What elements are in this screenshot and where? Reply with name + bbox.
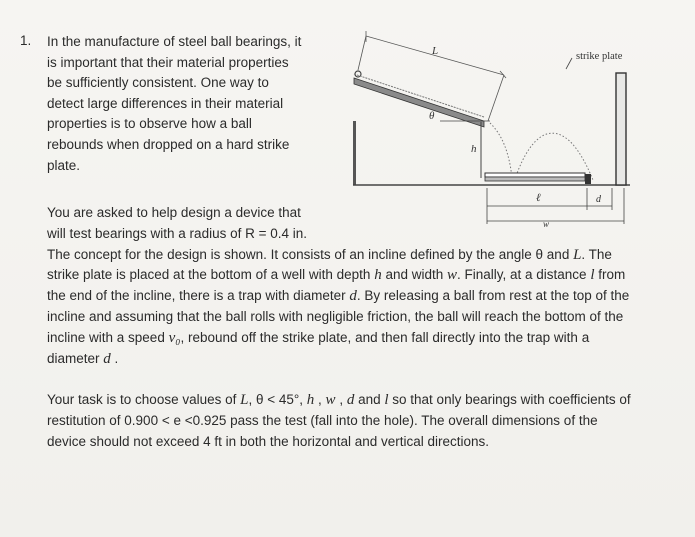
- intro-line: be sufficiently consistent. One way to: [47, 75, 269, 91]
- label-w: w: [543, 219, 550, 228]
- label-l: ℓ: [536, 192, 541, 204]
- text-line: You are asked to help design a device that: [47, 205, 301, 220]
- variable-L: L: [240, 392, 249, 408]
- text-run: the end of the incline, there is a trap with diameter: [47, 288, 350, 304]
- well-floor: [485, 173, 585, 177]
- intro-line: In the manufacture of steel ball bearings, it: [47, 34, 302, 49]
- text-run: . By releasing a ball from rest at the top of the: [356, 288, 630, 304]
- problem-number: 1.: [20, 33, 32, 48]
- trajectory-arc: [490, 123, 512, 178]
- text-run: The concept for the design is shown. It consists of an incline defined by the angle θ and: [47, 246, 574, 262]
- text-run: . The: [581, 246, 612, 262]
- variable-d: d: [349, 288, 357, 305]
- extension-line: [358, 36, 366, 70]
- text-line: device should not exceed 4 ft in both the horizontal and vertical directions.: [47, 433, 490, 449]
- text-line: [47, 245, 677, 266]
- text-run: from: [594, 267, 626, 283]
- text-run: , θ < 45°,: [248, 392, 307, 407]
- intro-line: detect large differences in their material: [47, 95, 284, 111]
- device-base: [353, 121, 356, 185]
- variable-w: w: [325, 392, 336, 408]
- variable-l: l: [590, 267, 595, 284]
- text-line: [47, 390, 677, 411]
- intro-line: plate.: [47, 157, 81, 173]
- variable-v0: v₀: [168, 329, 181, 346]
- text-run: . Finally, at a distance: [457, 267, 591, 283]
- text-line: [47, 328, 677, 349]
- text-run: ,: [314, 392, 326, 407]
- variable-w: w: [446, 267, 457, 284]
- label-L: L: [432, 45, 439, 57]
- variable-h: h: [374, 267, 382, 284]
- text-run: diameter: [47, 350, 104, 366]
- intro-line: is important that their material properties: [47, 54, 289, 70]
- label-h: h: [471, 143, 477, 155]
- intro-line: properties is to observe how a ball: [47, 116, 252, 132]
- text-run: so that only bearings with coefficients of: [388, 392, 631, 407]
- text-run: incline with a speed: [47, 329, 169, 345]
- variable-d: d: [103, 350, 111, 367]
- text-line: [47, 265, 677, 286]
- text-line: will test bearings with a radius of R = 0.4 in.: [47, 225, 308, 241]
- right-wall: [616, 73, 626, 185]
- label-strike-plate: strike plate: [576, 51, 623, 62]
- text-run: , rebound off the strike plate, and then fall directly into the trap with a: [180, 329, 590, 345]
- concept-paragraph: [47, 203, 677, 369]
- text-run: ,: [335, 392, 347, 407]
- text-run: and width: [381, 267, 447, 283]
- incline-surface: [354, 74, 484, 117]
- label-theta: θ: [429, 110, 435, 122]
- trap-block: [585, 174, 591, 184]
- text-run: .: [110, 350, 119, 366]
- variable-d: d: [346, 392, 355, 408]
- text-line: [47, 286, 677, 307]
- intro-line: rebounds when dropped on a hard strike: [47, 136, 290, 152]
- text-line: restitution of 0.900 < e <0.925 pass the test (fall into the hole). The overall dimensions of the: [47, 412, 598, 428]
- label-d: d: [596, 194, 601, 205]
- text-line: incline and assuming that the ball rolls with negligible friction, the ball will reach the bottom of the: [47, 308, 624, 324]
- variable-h: h: [306, 392, 315, 408]
- strike-plate: [485, 177, 585, 181]
- strike-plate-leader: [566, 58, 572, 69]
- device-diagram: [340, 28, 640, 228]
- intro-paragraph: [47, 32, 327, 176]
- incline-ramp: [354, 78, 484, 127]
- text-line: [47, 349, 677, 370]
- text-run: and: [354, 392, 385, 407]
- extension-line: [488, 75, 504, 121]
- text-run: strike plate is placed at the bottom of a well with depth: [47, 267, 375, 283]
- variable-l: l: [384, 392, 389, 408]
- task-paragraph: [47, 390, 677, 452]
- text-run: Your task is to choose values of: [47, 392, 241, 407]
- variable-L: L: [573, 246, 582, 263]
